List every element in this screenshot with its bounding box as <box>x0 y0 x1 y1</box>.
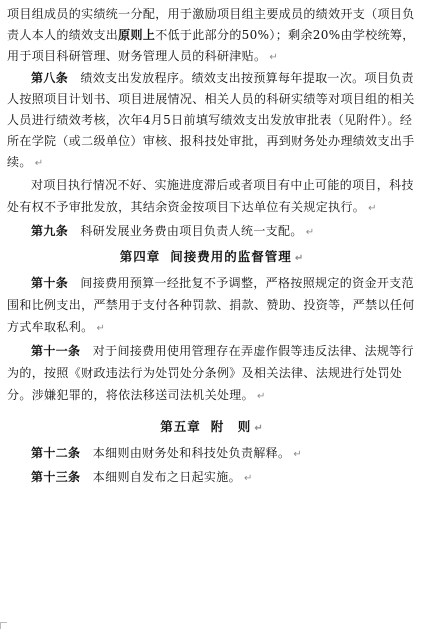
page-corner-mark-icon <box>0 622 7 629</box>
article-10 <box>7 272 417 340</box>
paragraph-mark-icon: ↵ <box>254 423 264 434</box>
article-11-text: 对于间接费用使用管理存在弄虚作假等违反法律、法规等行为的，按照《财政违法行为处罚处分条例》及相关法律、法规进行处罚处分。涉嫌犯罪的，将依法移送司法机关处理。 <box>7 344 414 402</box>
article-8-text: 绩效支出发放程序。绩效支出按预算每年提取一次。项目负责人按照项目计划书、项目进展情况、相关人员的科研实绩等对项目组的相关人员进行绩效考核，次年4月5日前填写绩效支出发放审批表（见附件）。经所在学院（或二级单位）审核、报科技处审批，再到财务处办理绩效支出手续。 <box>7 71 415 169</box>
article-13 <box>7 466 417 490</box>
article-12-label: 第十二条 <box>31 446 81 460</box>
article-9 <box>7 220 417 244</box>
article-12-text: 本细则由财务处和科技处负责解释。 <box>92 446 291 460</box>
article-13-label: 第十三条 <box>31 470 81 484</box>
paragraph-mark-icon: ↵ <box>368 203 377 214</box>
paragraph-mark-icon: ↵ <box>269 52 279 63</box>
paragraph-mark-icon: ↵ <box>293 449 303 460</box>
chapter-4-title: 间接费用的监督管理 <box>170 249 292 264</box>
article-11-label: 第十一条 <box>31 344 81 358</box>
article-8 <box>7 68 417 174</box>
intro-text-a: 项目组成员的实绩统一分配，用于激励项目组主要成员的绩效开支（项目负责人本人的绩效支出 <box>7 7 415 42</box>
chapter-5-number: 第五章 <box>160 419 201 434</box>
paragraph-mark-icon: ↵ <box>34 158 44 169</box>
article-13-text: 本细则自发布之日起实施。 <box>92 470 241 484</box>
paragraph-intro <box>7 4 417 68</box>
chapter-5-heading <box>7 414 417 442</box>
article-10-text: 间接费用预算一经批复不予调整，严格按照规定的资金开支范围和比例支出，严禁用于支付各种罚款、捐款、赞助、投资等，严禁以任何方式牟取私利。 <box>7 276 415 334</box>
execution-text: 对项目执行情况不好、实施进度滞后或者项目有中止可能的项目，科技处有权不予审批发放，其结余资金按项目下达单位有关规定执行。 <box>7 178 414 214</box>
article-9-label: 第九条 <box>31 224 69 238</box>
paragraph-mark-icon: ↵ <box>257 391 266 402</box>
chapter-4-heading <box>7 244 417 272</box>
paragraph-mark-icon: ↵ <box>243 473 253 484</box>
article-8-label: 第八条 <box>31 71 69 85</box>
article-11 <box>7 340 417 408</box>
article-12 <box>7 442 417 466</box>
intro-text-emphasis: 原则上 <box>118 28 156 42</box>
article-10-label: 第十条 <box>31 276 69 290</box>
paragraph-mark-icon: ↵ <box>96 323 106 334</box>
chapter-5-title: 附 则 <box>210 419 252 434</box>
article-9-text: 科研发展业务费由项目负责人统一支配。 <box>80 224 303 238</box>
chapter-4-number: 第四章 <box>119 249 161 264</box>
intro-text-c: 不低于此部分的50%）；剩余20%由学校统筹，用于项目科研管理、财务管理人员的科研津贴。 <box>7 28 415 63</box>
paragraph-mark-icon: ↵ <box>305 227 315 238</box>
paragraph-mark-icon: ↵ <box>294 253 305 264</box>
paragraph-execution <box>7 174 417 220</box>
